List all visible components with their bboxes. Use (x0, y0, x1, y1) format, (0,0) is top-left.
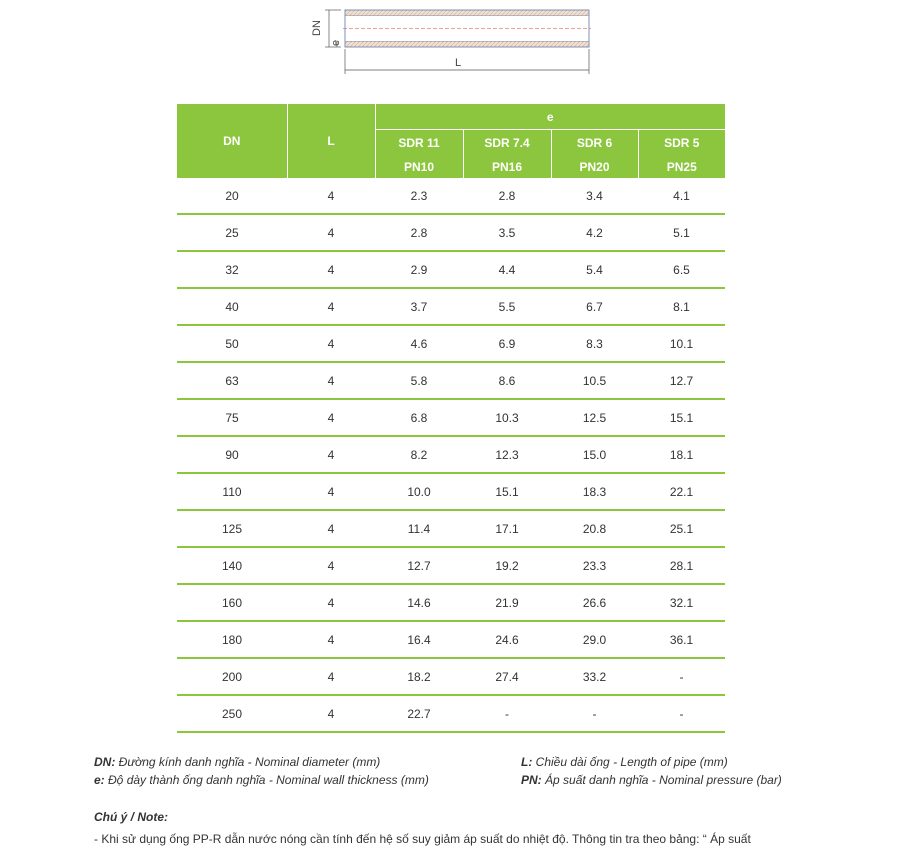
table-cell: 4.4 (463, 251, 551, 288)
legend-pn-key: PN: (521, 773, 542, 787)
table-row (177, 214, 725, 251)
table-row (177, 436, 725, 473)
table-cell: 4.2 (551, 214, 638, 251)
header-pn: PN16 (463, 155, 551, 178)
legend-l (521, 755, 728, 769)
pipe-diagram (305, 4, 605, 80)
legend-pn (521, 773, 782, 787)
legend-l-text: Chiều dài ống - Length of pipe (mm) (535, 755, 728, 769)
table-cell: 25 (177, 214, 287, 251)
table-cell: 4 (287, 510, 375, 547)
table-row (177, 473, 725, 510)
table-row (177, 584, 725, 621)
table-cell: 4 (287, 325, 375, 362)
table-cell: 32 (177, 251, 287, 288)
table-cell: 14.6 (375, 584, 463, 621)
header-pn: PN20 (551, 155, 638, 178)
table-cell: 3.5 (463, 214, 551, 251)
table-cell: 180 (177, 621, 287, 658)
table-cell: 63 (177, 362, 287, 399)
note-title: Chú ý / Note: (94, 810, 168, 824)
e-label: e (330, 39, 342, 46)
table-cell: 3.4 (551, 178, 638, 214)
table-cell: 250 (177, 695, 287, 732)
header-e: e (375, 104, 725, 130)
table-cell: 5.8 (375, 362, 463, 399)
table-cell: 8.1 (638, 288, 725, 325)
table-cell: 4 (287, 473, 375, 510)
table-cell: 6.5 (638, 251, 725, 288)
table-body (177, 178, 725, 732)
table-cell: - (638, 695, 725, 732)
table-cell: 200 (177, 658, 287, 695)
table-row (177, 325, 725, 362)
header-dn: DN (177, 104, 287, 178)
table-cell: 2.3 (375, 178, 463, 214)
table-cell: 4 (287, 621, 375, 658)
table-cell: 27.4 (463, 658, 551, 695)
table-cell: 5.4 (551, 251, 638, 288)
table-cell: 18.3 (551, 473, 638, 510)
legend-dn-text: Đường kính danh nghĩa - Nominal diameter (mm) (118, 755, 381, 769)
table-cell: 36.1 (638, 621, 725, 658)
note-text: - Khi sử dụng ống PP-R dẫn nước nóng cần tính đến hệ số suy giảm áp suất do nhiệt độ. Thông tin tra theo bảng: “ Áp suất (94, 832, 751, 846)
table-cell: 8.6 (463, 362, 551, 399)
table-cell: 4.6 (375, 325, 463, 362)
header-sdr: SDR 11 (375, 130, 463, 156)
pipe-bottom-wall (345, 41, 589, 47)
legend-e-key: e: (94, 773, 105, 787)
table-cell: 4 (287, 399, 375, 436)
table-row (177, 362, 725, 399)
legend-e-text: Độ dày thành ống danh nghĩa - Nominal wall thickness (mm) (108, 773, 429, 787)
pipe-top-wall (345, 10, 589, 16)
table-cell: 75 (177, 399, 287, 436)
table-cell: 18.1 (638, 436, 725, 473)
table-cell: 33.2 (551, 658, 638, 695)
table-cell: 4 (287, 214, 375, 251)
table-cell: 21.9 (463, 584, 551, 621)
table-cell: - (551, 695, 638, 732)
table-cell: 2.9 (375, 251, 463, 288)
table-cell: 15.0 (551, 436, 638, 473)
table-row (177, 510, 725, 547)
legend-e (94, 773, 429, 787)
table-cell: 140 (177, 547, 287, 584)
table-row (177, 621, 725, 658)
table-cell: 4 (287, 436, 375, 473)
table-cell: 28.1 (638, 547, 725, 584)
table-cell: 110 (177, 473, 287, 510)
table-cell: 23.3 (551, 547, 638, 584)
table-cell: 25.1 (638, 510, 725, 547)
pipe-spec-table (177, 104, 725, 733)
header-sdr: SDR 5 (638, 130, 725, 156)
table-cell: 19.2 (463, 547, 551, 584)
table-row (177, 288, 725, 325)
table-cell: 40 (177, 288, 287, 325)
pipe-diagram-svg (305, 4, 605, 80)
table-cell: 20 (177, 178, 287, 214)
table-cell: - (463, 695, 551, 732)
header-pn: PN25 (638, 155, 725, 178)
table-cell: 12.7 (638, 362, 725, 399)
table-cell: 22.1 (638, 473, 725, 510)
l-label: L (454, 57, 462, 69)
header-sdr: SDR 7.4 (463, 130, 551, 156)
table-cell: 2.8 (375, 214, 463, 251)
header-pn: PN10 (375, 155, 463, 178)
table-cell: 12.7 (375, 547, 463, 584)
table-cell: 10.0 (375, 473, 463, 510)
table-cell: 22.7 (375, 695, 463, 732)
table-cell: 10.5 (551, 362, 638, 399)
table-cell: 29.0 (551, 621, 638, 658)
table-cell: 32.1 (638, 584, 725, 621)
table-cell: 4 (287, 695, 375, 732)
legend-pn-text: Áp suất danh nghĩa - Nominal pressure (bar) (545, 773, 782, 787)
table-cell: 6.7 (551, 288, 638, 325)
table-cell: 26.6 (551, 584, 638, 621)
table-cell: 5.5 (463, 288, 551, 325)
table-cell: 6.9 (463, 325, 551, 362)
table-cell: 10.3 (463, 399, 551, 436)
table-cell: - (638, 658, 725, 695)
table-row (177, 547, 725, 584)
table-cell: 4 (287, 584, 375, 621)
table-cell: 8.2 (375, 436, 463, 473)
table-cell: 12.3 (463, 436, 551, 473)
legend-l-key: L: (521, 755, 533, 769)
table-cell: 17.1 (463, 510, 551, 547)
table-cell: 24.6 (463, 621, 551, 658)
table-cell: 4 (287, 547, 375, 584)
table-cell: 50 (177, 325, 287, 362)
table-cell: 4 (287, 658, 375, 695)
table-row (177, 399, 725, 436)
table-cell: 4 (287, 251, 375, 288)
table-cell: 8.3 (551, 325, 638, 362)
table-cell: 4 (287, 362, 375, 399)
table-cell: 125 (177, 510, 287, 547)
table-cell: 6.8 (375, 399, 463, 436)
table-row (177, 251, 725, 288)
table-cell: 11.4 (375, 510, 463, 547)
table-cell: 4 (287, 178, 375, 214)
legend-dn (94, 755, 380, 769)
table-cell: 12.5 (551, 399, 638, 436)
legend-dn-key: DN: (94, 755, 116, 769)
table-cell: 16.4 (375, 621, 463, 658)
table-cell: 10.1 (638, 325, 725, 362)
table-cell: 90 (177, 436, 287, 473)
table-row (177, 658, 725, 695)
table-row (177, 178, 725, 214)
table-cell: 2.8 (463, 178, 551, 214)
table-row (177, 695, 725, 732)
table-cell: 4.1 (638, 178, 725, 214)
table-cell: 3.7 (375, 288, 463, 325)
table-cell: 20.8 (551, 510, 638, 547)
dn-label: DN (311, 20, 323, 36)
table-cell: 15.1 (463, 473, 551, 510)
table-cell: 4 (287, 288, 375, 325)
table-cell: 5.1 (638, 214, 725, 251)
table-cell: 18.2 (375, 658, 463, 695)
table-cell: 160 (177, 584, 287, 621)
header-l: L (287, 104, 375, 178)
table-cell: 15.1 (638, 399, 725, 436)
header-sdr: SDR 6 (551, 130, 638, 156)
